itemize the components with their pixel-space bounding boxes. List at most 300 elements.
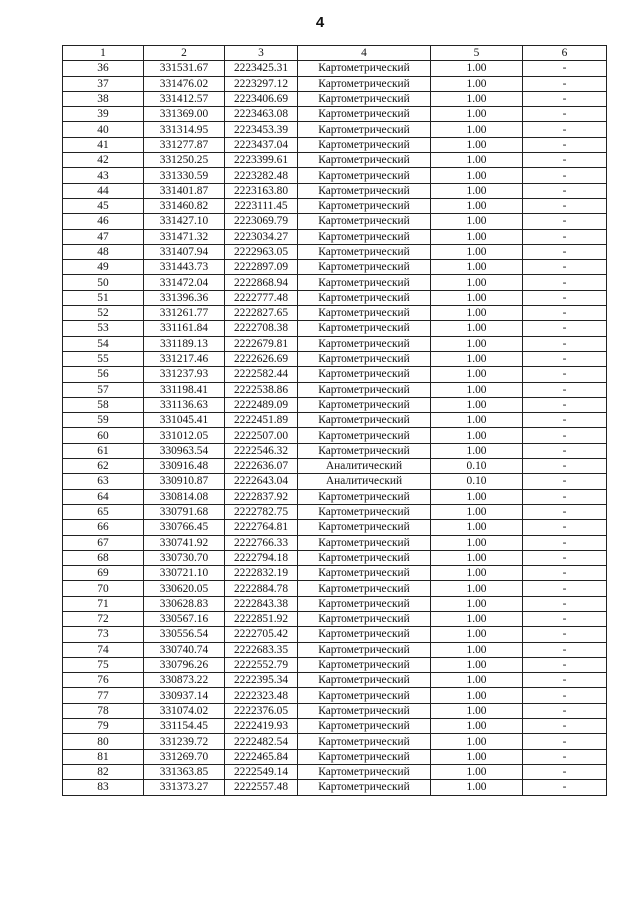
table-row: [63, 214, 607, 229]
note-cell: -: [523, 642, 607, 657]
method-cell: Картометрический: [298, 780, 431, 795]
point-number-cell: 71: [63, 596, 144, 611]
table-row: [63, 657, 607, 672]
point-number-cell: 36: [63, 61, 144, 76]
accuracy-cell: 0.10: [431, 474, 523, 489]
point-number-cell: 78: [63, 703, 144, 718]
y-coordinate-cell: 2222868.94: [225, 275, 298, 290]
accuracy-cell: 1.00: [431, 214, 523, 229]
x-coordinate-cell: 331314.95: [144, 122, 225, 137]
table-row: [63, 122, 607, 137]
note-cell: -: [523, 657, 607, 672]
method-cell: Картометрический: [298, 535, 431, 550]
note-cell: -: [523, 137, 607, 152]
column-header-5: 5: [431, 46, 523, 61]
column-header-4: 4: [298, 46, 431, 61]
method-cell: Картометрический: [298, 183, 431, 198]
method-cell: Картометрический: [298, 61, 431, 76]
method-cell: Картометрический: [298, 504, 431, 519]
y-coordinate-cell: 2223425.31: [225, 61, 298, 76]
y-coordinate-cell: 2222843.38: [225, 596, 298, 611]
method-cell: Картометрический: [298, 397, 431, 412]
y-coordinate-cell: 2222643.04: [225, 474, 298, 489]
x-coordinate-cell: 331401.87: [144, 183, 225, 198]
note-cell: -: [523, 275, 607, 290]
y-coordinate-cell: 2223453.39: [225, 122, 298, 137]
accuracy-cell: 1.00: [431, 275, 523, 290]
point-number-cell: 75: [63, 657, 144, 672]
point-number-cell: 81: [63, 749, 144, 764]
method-cell: Аналитический: [298, 474, 431, 489]
x-coordinate-cell: 331330.59: [144, 168, 225, 183]
method-cell: Картометрический: [298, 520, 431, 535]
method-cell: Картометрический: [298, 91, 431, 106]
y-coordinate-cell: 2223297.12: [225, 76, 298, 91]
point-number-cell: 48: [63, 244, 144, 259]
note-cell: -: [523, 382, 607, 397]
y-coordinate-cell: 2222552.79: [225, 657, 298, 672]
y-coordinate-cell: 2222679.81: [225, 336, 298, 351]
note-cell: -: [523, 749, 607, 764]
point-number-cell: 43: [63, 168, 144, 183]
method-cell: Картометрический: [298, 611, 431, 626]
x-coordinate-cell: 330910.87: [144, 474, 225, 489]
note-cell: -: [523, 413, 607, 428]
accuracy-cell: 1.00: [431, 76, 523, 91]
note-cell: -: [523, 321, 607, 336]
method-cell: Картометрический: [298, 657, 431, 672]
method-cell: Картометрический: [298, 489, 431, 504]
column-header-2: 2: [144, 46, 225, 61]
accuracy-cell: 1.00: [431, 382, 523, 397]
table-row: [63, 351, 607, 366]
note-cell: -: [523, 153, 607, 168]
x-coordinate-cell: 331154.45: [144, 719, 225, 734]
note-cell: -: [523, 397, 607, 412]
point-number-cell: 46: [63, 214, 144, 229]
y-coordinate-cell: 2222683.35: [225, 642, 298, 657]
x-coordinate-cell: 330556.54: [144, 627, 225, 642]
x-coordinate-cell: 330741.92: [144, 535, 225, 550]
point-number-cell: 45: [63, 198, 144, 213]
accuracy-cell: 1.00: [431, 780, 523, 795]
y-coordinate-cell: 2223034.27: [225, 229, 298, 244]
point-number-cell: 68: [63, 550, 144, 565]
note-cell: -: [523, 688, 607, 703]
point-number-cell: 44: [63, 183, 144, 198]
table-row: [63, 198, 607, 213]
table-row: [63, 642, 607, 657]
point-number-cell: 58: [63, 397, 144, 412]
table-row: [63, 780, 607, 795]
note-cell: -: [523, 260, 607, 275]
point-number-cell: 51: [63, 290, 144, 305]
note-cell: -: [523, 504, 607, 519]
method-cell: Картометрический: [298, 244, 431, 259]
table-row: [63, 550, 607, 565]
method-cell: Картометрический: [298, 137, 431, 152]
y-coordinate-cell: 2222489.09: [225, 397, 298, 412]
y-coordinate-cell: 2222777.48: [225, 290, 298, 305]
method-cell: Картометрический: [298, 749, 431, 764]
accuracy-cell: 1.00: [431, 321, 523, 336]
x-coordinate-cell: 330873.22: [144, 673, 225, 688]
y-coordinate-cell: 2222507.00: [225, 428, 298, 443]
y-coordinate-cell: 2223406.69: [225, 91, 298, 106]
x-coordinate-cell: 330730.70: [144, 550, 225, 565]
x-coordinate-cell: 330721.10: [144, 566, 225, 581]
table-row: [63, 290, 607, 305]
x-coordinate-cell: 331250.25: [144, 153, 225, 168]
y-coordinate-cell: 2222708.38: [225, 321, 298, 336]
accuracy-cell: 1.00: [431, 657, 523, 672]
method-cell: Картометрический: [298, 321, 431, 336]
y-coordinate-cell: 2222827.65: [225, 306, 298, 321]
table-row: [63, 275, 607, 290]
note-cell: -: [523, 535, 607, 550]
point-number-cell: 79: [63, 719, 144, 734]
table-row: [63, 183, 607, 198]
table-row: [63, 734, 607, 749]
y-coordinate-cell: 2222764.81: [225, 520, 298, 535]
note-cell: -: [523, 351, 607, 366]
point-number-cell: 65: [63, 504, 144, 519]
table-row: [63, 719, 607, 734]
y-coordinate-cell: 2222851.92: [225, 611, 298, 626]
method-cell: Картометрический: [298, 229, 431, 244]
method-cell: Картометрический: [298, 428, 431, 443]
accuracy-cell: 1.00: [431, 290, 523, 305]
note-cell: -: [523, 61, 607, 76]
method-cell: Картометрический: [298, 290, 431, 305]
accuracy-cell: 1.00: [431, 443, 523, 458]
x-coordinate-cell: 330620.05: [144, 581, 225, 596]
point-number-cell: 39: [63, 107, 144, 122]
x-coordinate-cell: 331189.13: [144, 336, 225, 351]
y-coordinate-cell: 2223163.80: [225, 183, 298, 198]
note-cell: -: [523, 780, 607, 795]
accuracy-cell: 1.00: [431, 107, 523, 122]
note-cell: -: [523, 76, 607, 91]
point-number-cell: 77: [63, 688, 144, 703]
accuracy-cell: 1.00: [431, 168, 523, 183]
method-cell: Картометрический: [298, 336, 431, 351]
point-number-cell: 52: [63, 306, 144, 321]
table-row: [63, 306, 607, 321]
table-row: [63, 581, 607, 596]
note-cell: -: [523, 550, 607, 565]
y-coordinate-cell: 2222705.42: [225, 627, 298, 642]
table-row: [63, 61, 607, 76]
y-coordinate-cell: 2222794.18: [225, 550, 298, 565]
method-cell: Картометрический: [298, 673, 431, 688]
table-row: [63, 474, 607, 489]
table-row: [63, 153, 607, 168]
x-coordinate-cell: 330916.48: [144, 459, 225, 474]
method-cell: Картометрический: [298, 214, 431, 229]
accuracy-cell: 1.00: [431, 764, 523, 779]
point-number-cell: 80: [63, 734, 144, 749]
x-coordinate-cell: 331363.85: [144, 764, 225, 779]
table-row: [63, 428, 607, 443]
method-cell: Картометрический: [298, 596, 431, 611]
point-number-cell: 62: [63, 459, 144, 474]
x-coordinate-cell: 331396.36: [144, 290, 225, 305]
accuracy-cell: 1.00: [431, 688, 523, 703]
accuracy-cell: 1.00: [431, 550, 523, 565]
point-number-cell: 70: [63, 581, 144, 596]
method-cell: Картометрический: [298, 275, 431, 290]
accuracy-cell: 1.00: [431, 596, 523, 611]
note-cell: -: [523, 168, 607, 183]
x-coordinate-cell: 331217.46: [144, 351, 225, 366]
accuracy-cell: 1.00: [431, 703, 523, 718]
y-coordinate-cell: 2222582.44: [225, 367, 298, 382]
method-cell: Картометрический: [298, 581, 431, 596]
method-cell: Картометрический: [298, 627, 431, 642]
note-cell: -: [523, 764, 607, 779]
x-coordinate-cell: 330791.68: [144, 504, 225, 519]
point-number-cell: 61: [63, 443, 144, 458]
method-cell: Картометрический: [298, 443, 431, 458]
x-coordinate-cell: 331476.02: [144, 76, 225, 91]
y-coordinate-cell: 2222419.93: [225, 719, 298, 734]
accuracy-cell: 1.00: [431, 734, 523, 749]
note-cell: -: [523, 443, 607, 458]
y-coordinate-cell: 2222323.48: [225, 688, 298, 703]
method-cell: Картометрический: [298, 764, 431, 779]
accuracy-cell: 1.00: [431, 137, 523, 152]
accuracy-cell: 1.00: [431, 351, 523, 366]
note-cell: -: [523, 627, 607, 642]
y-coordinate-cell: 2222546.32: [225, 443, 298, 458]
point-number-cell: 47: [63, 229, 144, 244]
y-coordinate-cell: 2223069.79: [225, 214, 298, 229]
x-coordinate-cell: 330567.16: [144, 611, 225, 626]
x-coordinate-cell: 330766.45: [144, 520, 225, 535]
note-cell: -: [523, 183, 607, 198]
note-cell: -: [523, 611, 607, 626]
note-cell: -: [523, 719, 607, 734]
accuracy-cell: 1.00: [431, 229, 523, 244]
accuracy-cell: 1.00: [431, 504, 523, 519]
column-header-1: 1: [63, 46, 144, 61]
x-coordinate-cell: 330814.08: [144, 489, 225, 504]
table-row: [63, 367, 607, 382]
table-row: [63, 504, 607, 519]
accuracy-cell: 1.00: [431, 428, 523, 443]
y-coordinate-cell: 2222832.19: [225, 566, 298, 581]
y-coordinate-cell: 2222538.86: [225, 382, 298, 397]
column-header-6: 6: [523, 46, 607, 61]
table-header-row: [63, 46, 607, 61]
note-cell: -: [523, 520, 607, 535]
x-coordinate-cell: 331045.41: [144, 413, 225, 428]
accuracy-cell: 1.00: [431, 642, 523, 657]
note-cell: -: [523, 566, 607, 581]
point-number-cell: 72: [63, 611, 144, 626]
table-row: [63, 703, 607, 718]
column-header-3: 3: [225, 46, 298, 61]
table-row: [63, 596, 607, 611]
note-cell: -: [523, 214, 607, 229]
point-number-cell: 60: [63, 428, 144, 443]
point-number-cell: 49: [63, 260, 144, 275]
point-number-cell: 83: [63, 780, 144, 795]
y-coordinate-cell: 2222465.84: [225, 749, 298, 764]
method-cell: Картометрический: [298, 198, 431, 213]
accuracy-cell: 1.00: [431, 122, 523, 137]
point-number-cell: 82: [63, 764, 144, 779]
method-cell: Картометрический: [298, 734, 431, 749]
x-coordinate-cell: 331161.84: [144, 321, 225, 336]
note-cell: -: [523, 581, 607, 596]
y-coordinate-cell: 2222837.92: [225, 489, 298, 504]
x-coordinate-cell: 331277.87: [144, 137, 225, 152]
x-coordinate-cell: 331198.41: [144, 382, 225, 397]
table-row: [63, 749, 607, 764]
accuracy-cell: 1.00: [431, 367, 523, 382]
table-row: [63, 137, 607, 152]
method-cell: Картометрический: [298, 260, 431, 275]
table-row: [63, 688, 607, 703]
accuracy-cell: 1.00: [431, 183, 523, 198]
point-number-cell: 37: [63, 76, 144, 91]
method-cell: Картометрический: [298, 703, 431, 718]
point-number-cell: 66: [63, 520, 144, 535]
x-coordinate-cell: 330628.83: [144, 596, 225, 611]
x-coordinate-cell: 331373.27: [144, 780, 225, 795]
point-number-cell: 74: [63, 642, 144, 657]
table-row: [63, 91, 607, 106]
x-coordinate-cell: 331012.05: [144, 428, 225, 443]
point-number-cell: 69: [63, 566, 144, 581]
y-coordinate-cell: 2222395.34: [225, 673, 298, 688]
accuracy-cell: 1.00: [431, 397, 523, 412]
x-coordinate-cell: 331261.77: [144, 306, 225, 321]
accuracy-cell: 1.00: [431, 61, 523, 76]
accuracy-cell: 1.00: [431, 673, 523, 688]
table-row: [63, 489, 607, 504]
y-coordinate-cell: 2222636.07: [225, 459, 298, 474]
note-cell: -: [523, 229, 607, 244]
x-coordinate-cell: 331471.32: [144, 229, 225, 244]
x-coordinate-cell: 331407.94: [144, 244, 225, 259]
method-cell: Картометрический: [298, 168, 431, 183]
accuracy-cell: 1.00: [431, 581, 523, 596]
note-cell: -: [523, 336, 607, 351]
note-cell: -: [523, 673, 607, 688]
point-number-cell: 57: [63, 382, 144, 397]
x-coordinate-cell: 331237.93: [144, 367, 225, 382]
accuracy-cell: 1.00: [431, 91, 523, 106]
x-coordinate-cell: 331369.00: [144, 107, 225, 122]
method-cell: Картометрический: [298, 351, 431, 366]
x-coordinate-cell: 331472.04: [144, 275, 225, 290]
y-coordinate-cell: 2222884.78: [225, 581, 298, 596]
x-coordinate-cell: 331239.72: [144, 734, 225, 749]
table-row: [63, 321, 607, 336]
method-cell: Картометрический: [298, 76, 431, 91]
y-coordinate-cell: 2222451.89: [225, 413, 298, 428]
y-coordinate-cell: 2222626.69: [225, 351, 298, 366]
x-coordinate-cell: 331136.63: [144, 397, 225, 412]
accuracy-cell: 1.00: [431, 153, 523, 168]
method-cell: Картометрический: [298, 413, 431, 428]
x-coordinate-cell: 331443.73: [144, 260, 225, 275]
x-coordinate-cell: 330796.26: [144, 657, 225, 672]
note-cell: -: [523, 734, 607, 749]
y-coordinate-cell: 2223399.61: [225, 153, 298, 168]
point-number-cell: 73: [63, 627, 144, 642]
y-coordinate-cell: 2223463.08: [225, 107, 298, 122]
y-coordinate-cell: 2223282.48: [225, 168, 298, 183]
point-number-cell: 54: [63, 336, 144, 351]
table-row: [63, 611, 607, 626]
table-body: [63, 61, 607, 795]
y-coordinate-cell: 2222376.05: [225, 703, 298, 718]
accuracy-cell: 1.00: [431, 566, 523, 581]
method-cell: Картометрический: [298, 688, 431, 703]
accuracy-cell: 1.00: [431, 413, 523, 428]
method-cell: Картометрический: [298, 566, 431, 581]
point-number-cell: 67: [63, 535, 144, 550]
accuracy-cell: 1.00: [431, 627, 523, 642]
note-cell: -: [523, 91, 607, 106]
point-number-cell: 55: [63, 351, 144, 366]
note-cell: -: [523, 474, 607, 489]
note-cell: -: [523, 290, 607, 305]
accuracy-cell: 1.00: [431, 198, 523, 213]
table-row: [63, 168, 607, 183]
accuracy-cell: 1.00: [431, 244, 523, 259]
note-cell: -: [523, 306, 607, 321]
note-cell: -: [523, 367, 607, 382]
table-row: [63, 397, 607, 412]
note-cell: -: [523, 703, 607, 718]
table-row: [63, 764, 607, 779]
accuracy-cell: 1.00: [431, 719, 523, 734]
point-number-cell: 50: [63, 275, 144, 290]
page-number: 4: [315, 14, 325, 31]
method-cell: Картометрический: [298, 153, 431, 168]
table-row: [63, 566, 607, 581]
x-coordinate-cell: 331460.82: [144, 198, 225, 213]
note-cell: -: [523, 107, 607, 122]
table-row: [63, 382, 607, 397]
point-number-cell: 41: [63, 137, 144, 152]
table-row: [63, 535, 607, 550]
y-coordinate-cell: 2222782.75: [225, 504, 298, 519]
y-coordinate-cell: 2223437.04: [225, 137, 298, 152]
accuracy-cell: 1.00: [431, 520, 523, 535]
point-number-cell: 63: [63, 474, 144, 489]
point-number-cell: 42: [63, 153, 144, 168]
x-coordinate-cell: 330937.14: [144, 688, 225, 703]
point-number-cell: 40: [63, 122, 144, 137]
y-coordinate-cell: 2222549.14: [225, 764, 298, 779]
table-row: [63, 107, 607, 122]
accuracy-cell: 1.00: [431, 749, 523, 764]
accuracy-cell: 1.00: [431, 535, 523, 550]
note-cell: -: [523, 459, 607, 474]
x-coordinate-cell: 330740.74: [144, 642, 225, 657]
method-cell: Картометрический: [298, 382, 431, 397]
method-cell: Картометрический: [298, 550, 431, 565]
table-row: [63, 76, 607, 91]
y-coordinate-cell: 2222963.05: [225, 244, 298, 259]
table-row: [63, 244, 607, 259]
